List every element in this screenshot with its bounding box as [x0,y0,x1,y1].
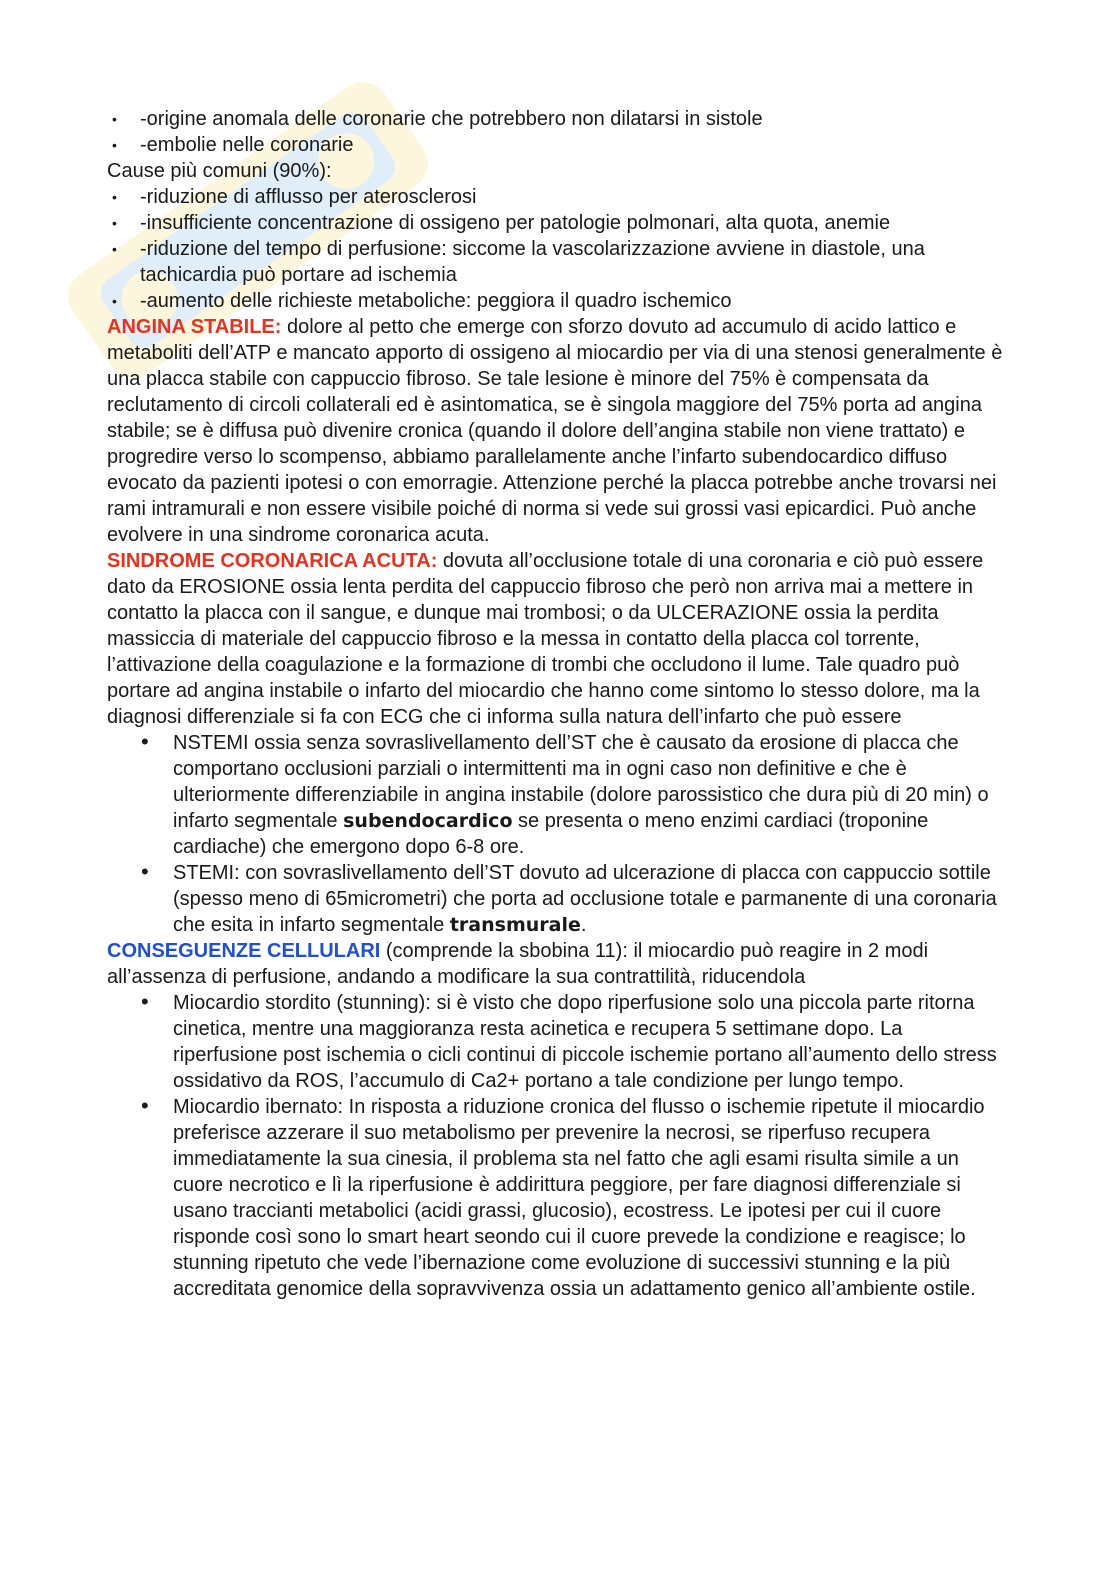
sca-heading: SINDROME CORONARICA ACUTA: [107,550,438,572]
cell-text: (comprende la sbobina 11): il miocardio può reagire in 2 modi all’assenza di perfusione, andando a modificare la sua contrattilità, riducendola [107,940,929,988]
cell-paragraph [107,938,1007,990]
sca-text: dovuta all’occlusione totale di una coronaria e ciò può essere dato da EROSIONE ossia lenta perdita del cappuccio fibroso che però non arriva mai a mettere in contatto la placca con il sangue, e dunque mai trombosi; o da ULCERAZIONE ossia la perdita massiccia di materiale del cappuccio fibroso e la messa in contatto della placca col torrente, l’attivazione della coagulazione e la formazione di trombi che occludono il lume. Tale quadro può portare ad angina instabile o infarto del miocardio che hanno come sintomo lo stesso dolore, ma la diagnosi differenziale si fa con ECG che ci informa sulla natura dell’infarto che può essere [107,550,984,728]
list-item: • Miocardio stordito (stunning): si è visto che dopo riperfusione solo una piccola parte ritorna cinetica, mentre una maggioranza resta acinetica e recupera 5 settimane dopo. La riperfusione post ischemia o cicli continui di piccole ischemie portano all’aumento dello stress ossidativo da ROS, l’accumulo di Ca2+ portano a tale condizione per lungo tempo. [107,990,1007,1094]
cell-heading: CONSEGUENZE CELLULARI [107,940,381,962]
list-item: • -embolie nelle coronarie [107,132,1007,158]
list-item: • -aumento delle richieste metaboliche: peggiora il quadro ischemico [107,288,1007,314]
angina-paragraph [107,314,1007,548]
list-item: • -riduzione di afflusso per aterosclerosi [107,184,1007,210]
document-page [107,106,1007,1302]
list-item: • Miocardio ibernato: In risposta a riduzione cronica del flusso o ischemie ripetute il miocardio preferisce azzerare il suo metabolismo per prevenire la necrosi, se riperfuso recupera immediatamente la sua cinesia, il problema sta nel fatto che agli esami risulta simile a un cuore necrotico e lì la riperfusione è addirittura peggiore, per fare diagnosi differenziale si usano traccianti metabolici (acidi grassi, glucosio), ecostress. Le ipotesi per cui il cuore risponde così sono lo smart heart seondo cui il cuore prevede la condizione e reagisce; lo stunning ripetuto che vede l’ibernazione come evoluzione di successivi stunning e la più accreditata genomice della sopravvivenza ossia un adattamento genico all’ambiente ostile. [107,1094,1007,1302]
sca-paragraph [107,548,1007,730]
angina-text: dolore al petto che emerge con sforzo dovuto ad accumulo di acido lattico e metaboliti dell’ATP e mancato apporto di ossigeno al miocardio per via di una stenosi generalmente è una placca stabile con cappuccio fibroso. Se tale lesione è minore del 75% è compensata da reclutamento di circoli collaterali ed è asintomatica, se è singola maggiore del 75% porta ad angina stabile; se è diffusa può divenire cronica (quando il dolore dell’angina stabile non viene trattato) e progredire verso lo scompenso, abbiamo parallelamente anche l’infarto subendocardico diffuso evocato da pazienti ipotesi o con emorragie. Attenzione perché la placca potrebbe anche trovarsi nei rami intramurali e non essere visibile poiché di norma si vede sui grossi vasi epicardici. Può anche evolvere in una sindrome coronarica acuta. [107,316,1003,546]
list-item: • -origine anomala delle coronarie che potrebbero non dilatarsi in sistole [107,106,1007,132]
common-causes-label: Cause più comuni (90%): [107,160,332,182]
list-item: • -insufficiente concentrazione di ossigeno per patologie polmonari, alta quota, anemie [107,210,1007,236]
list-item-stemi: • STEMI: con sovraslivellamento dell’ST dovuto ad ulcerazione di placca con cappuccio sottile (spesso meno di 65micrometri) che porta ad occlusione totale e parmanente di una coronaria che esita in infarto segmentale transmurale. [107,860,1007,938]
list-item-nstemi: • NSTEMI ossia senza sovraslivellamento dell’ST che è causato da erosione di placca che comportano occlusioni parziali o intermittenti ma in ogni caso non definitive e che è ulteriormente differenziabile in angina instabile (dolore parossistico che dura più di 20 min) o infarto segmentale subendocardico se presenta o meno enzimi cardiaci (troponine cardiache) che emergono dopo 6-8 ore. [107,730,1007,860]
list-item: • -riduzione del tempo di perfusione: siccome la vascolarizzazione avviene in diastole, una tachicardia può portare ad ischemia [107,236,1007,288]
angina-heading: ANGINA STABILE: [107,316,282,338]
